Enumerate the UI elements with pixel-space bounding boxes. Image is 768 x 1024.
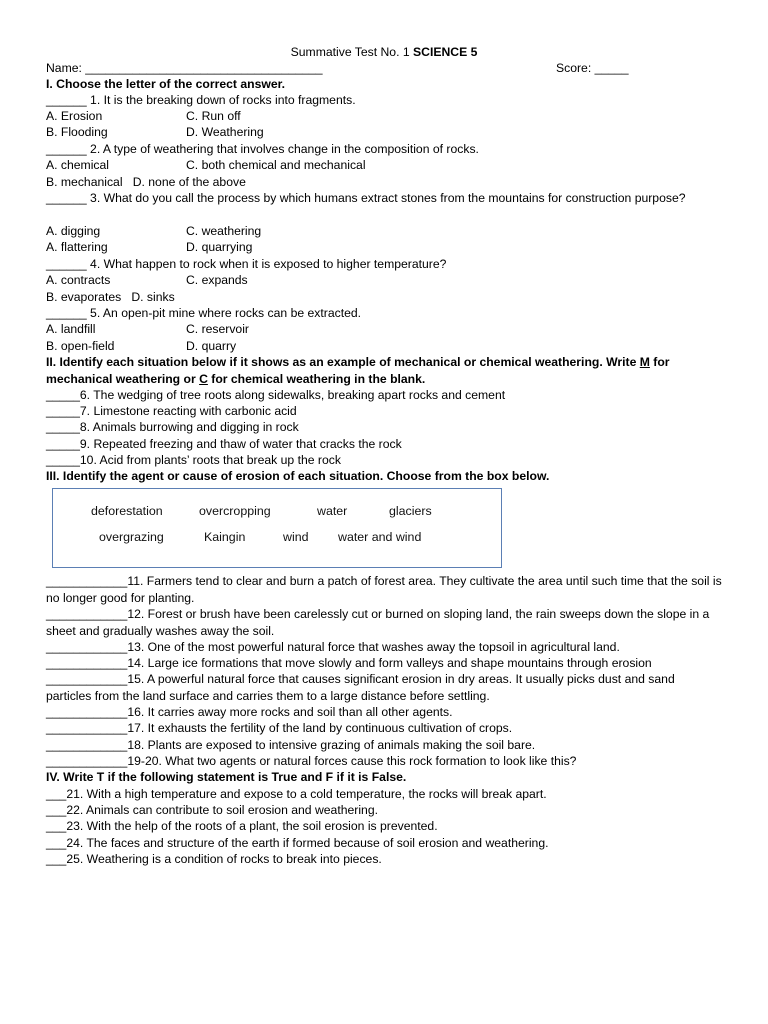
q5-option-a: A. landfill — [46, 322, 96, 336]
part3-item-13: ____________13. One of the most powerful natural force that washes away the topsoil in agricultural land. — [46, 640, 620, 654]
part1-heading: I. Choose the letter of the correct answer. — [46, 77, 286, 91]
q4-stem: ______ 4. What happen to rock when it is exposed to higher temperature? — [46, 257, 447, 271]
part2-item-6: _____6. The wedging of tree roots along sidewalks, breaking apart rocks and cement — [46, 388, 506, 402]
word-overcropping: overcropping — [199, 504, 271, 518]
part3-item-11: ____________11. Farmers tend to clear and burn a patch of forest area. They cultivate the area until such time that the soil is no longer good for planting. — [46, 574, 722, 605]
q1-option-c: C. Run off — [186, 109, 241, 123]
part4-item-21: ___21. With a high temperature and expose to a cold temperature, the rocks will break apart. — [46, 787, 547, 801]
part2-heading-text-3: for chemical weathering in the blank. — [207, 371, 426, 386]
q5-options-ac — [46, 321, 722, 337]
q1-options-bd — [46, 124, 722, 140]
word-overgrazing: overgrazing — [99, 530, 164, 544]
part2-m-letter: M — [639, 355, 650, 369]
part3-item-17: ____________17. It exhausts the fertility of the land by continuous cultivation of crops. — [46, 721, 513, 735]
q1-option-a: A. Erosion — [46, 109, 103, 123]
part2-heading — [46, 354, 722, 387]
part4-heading: IV. Write T if the following statement is True and F if it is False. — [46, 770, 407, 784]
part4-item-24: ___24. The faces and structure of the earth if formed because of soil erosion and weathering. — [46, 836, 549, 850]
word-wind: wind — [283, 530, 309, 544]
part4-item-25: ___25. Weathering is a condition of rocks to break into pieces. — [46, 852, 382, 866]
word-deforestation: deforestation — [91, 504, 163, 518]
part4-item-23: ___23. With the help of the roots of a plant, the soil erosion is prevented. — [46, 819, 438, 833]
part3-item-15: ____________15. A powerful natural force that causes significant erosion in dry areas. It usually picks dust and sand particles from the land surface and carries them to a large distance before settling. — [46, 672, 675, 703]
part4-item-22: ___22. Animals can contribute to soil erosion and weathering. — [46, 803, 378, 817]
q5-options-bd — [46, 338, 722, 354]
part2-item-9: _____9. Repeated freezing and thaw of water that cracks the rock — [46, 437, 402, 451]
word-water-and-wind: water and wind — [338, 530, 422, 544]
q3-options-bd — [46, 239, 722, 255]
name-label: Name: ___________________________________ — [46, 61, 323, 75]
name-line — [46, 60, 722, 76]
title-text: Summative Test No. 1 — [290, 45, 414, 59]
q5-option-d: D. quarry — [186, 339, 237, 353]
part3-item-12: ____________12. Forest or brush have been carelessly cut or burned on sloping land, the rain sweeps down the slope in a sheet and gradually washes away the soil. — [46, 607, 710, 638]
q5-option-c: C. reservoir — [186, 322, 249, 336]
part2-item-8: _____8. Animals burrowing and digging in rock — [46, 420, 299, 434]
q4-options-bd: B. evaporates D. sinks — [46, 290, 175, 304]
word-glaciers: glaciers — [389, 504, 432, 518]
q2-options-bd: B. mechanical D. none of the above — [46, 175, 246, 189]
q1-option-d: D. Weathering — [186, 125, 264, 139]
part2-c-letter: C — [199, 371, 208, 386]
q5-option-b: B. open-field — [46, 339, 115, 353]
q3-option-c: C. weathering — [186, 224, 262, 238]
q4-option-c: C. expands — [186, 273, 248, 287]
q1-options-ac — [46, 108, 722, 124]
q4-options-ac — [46, 272, 722, 288]
part3-item-16: ____________16. It carries away more rocks and soil than all other agents. — [46, 705, 453, 719]
part3-heading: III. Identify the agent or cause of erosion of each situation. Choose from the box below. — [46, 469, 550, 483]
q1-stem: ______ 1. It is the breaking down of rocks into fragments. — [46, 93, 356, 107]
part2-heading-text: II. Identify each situation below if it shows as an example of mechanical or chemical weathering. Write — [46, 355, 640, 369]
q2-option-c: C. both chemical and mechanical — [186, 158, 366, 172]
q3-option-b: A. flattering — [46, 240, 108, 254]
q3-option-a: A. digging — [46, 224, 101, 238]
q3-options-ac — [46, 223, 722, 239]
part2-item-10: _____10. Acid from plants’ roots that break up the rock — [46, 453, 341, 467]
part2-heading-text-2: for mechanical weathering or — [46, 355, 670, 386]
q5-stem: ______ 5. An open-pit mine where rocks can be extracted. — [46, 306, 362, 320]
q3-option-d: D. quarrying — [186, 240, 253, 254]
q1-option-b: B. Flooding — [46, 125, 108, 139]
title-subject: SCIENCE 5 — [413, 45, 478, 59]
part3-item-18: ____________18. Plants are exposed to intensive grazing of animals making the soil bare. — [46, 738, 536, 752]
q2-options-ac — [46, 157, 722, 173]
word-water: water — [317, 504, 348, 518]
part3-item-14: ____________14. Large ice formations that move slowly and form valleys and shape mountains through erosion — [46, 656, 652, 670]
word-box — [52, 488, 502, 568]
q3-stem: ______ 3. What do you call the process by which humans extract stones from the mountains for construction purpose? — [46, 191, 686, 205]
part2-item-7: _____7. Limestone reacting with carbonic acid — [46, 404, 297, 418]
word-kaingin: Kaingin — [204, 530, 246, 544]
q2-stem: ______ 2. A type of weathering that involves change in the composition of rocks. — [46, 142, 479, 156]
part3-item-19-20: ____________19-20. What two agents or natural forces cause this rock formation to look like this? — [46, 754, 577, 768]
q2-option-a: A. chemical — [46, 158, 109, 172]
score-label: Score: _____ — [556, 61, 629, 75]
q4-option-a: A. contracts — [46, 273, 111, 287]
page-title — [0, 44, 768, 60]
